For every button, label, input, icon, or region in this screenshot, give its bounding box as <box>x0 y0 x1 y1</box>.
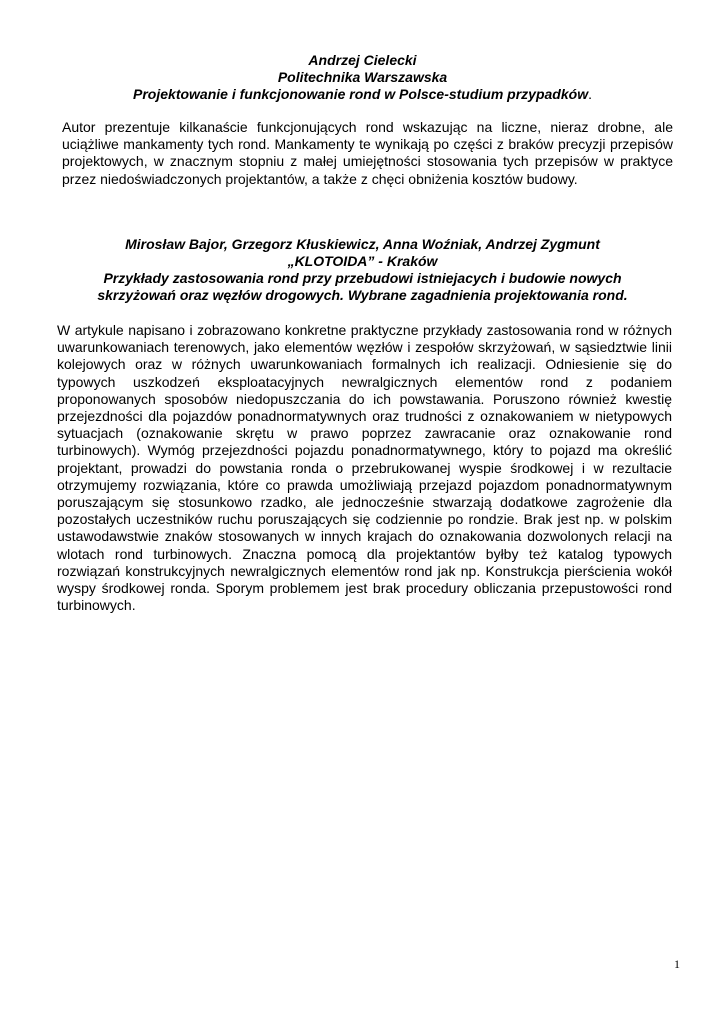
article-1-author: Andrzej Cielecki <box>308 52 417 68</box>
article-2-header <box>0 236 725 304</box>
article-1-title <box>0 86 725 103</box>
page-number: 1 <box>674 957 680 971</box>
article-2-authors: Mirosław Bajor, Grzegorz Kłuskiewicz, Anna Woźniak, Andrzej Zygmunt <box>125 236 600 252</box>
article-1-affiliation: Politechnika Warszawska <box>277 69 448 85</box>
article-2-affiliation: „KLOTOIDA” - Kraków <box>287 253 438 269</box>
article-1-title-period: . <box>588 86 592 102</box>
article-2-abstract: W artykule napisano i zobrazowano konkretne praktyczne przykłady zastosowania rond w różnych uwarunkowaniach terenowych, jako elementów węzłów i zespołów skrzyżowań, w sąsiedztwie linii kolejowych oraz w różnych uwarunkowaniach formalnych ich realizacji. Odniesienie się do typowych uszkodzeń eksploatacyjnych newralgicznych elementów rond z podaniem proponowanych sposobów niedopuszczania do ich powstawania. Poruszono również kwestię przejezdności dla pojazdów ponadnormatywnych oraz trudności z oznakowaniem w nietypowych sytuacjach (oznakowanie skrętu w prawo poprzez zawracanie oraz oznakowanie rond turbinowych). Wymóg przejezdności pojazdu ponadnormatywnego, który to pojazd ma określić projektant, prowadzi do powstania ronda o przebrukowanej wyspie środkowej i w rezultacie otrzymujemy rozwiązania, które co prawda umożliwiają przejazd pojazdom ponadnormatywnym poruszającym się stosunkowo rzadko, ale jednocześnie stwarzają dodatkowe zagrożenie dla pozostałych uczestników ruchu poruszających się codziennie po rondzie. Brak jest np. w polskim ustawodawstwie znaków stosowanych w innych krajach do oznakowania dozwolonych relacji na wlotach rond turbinowych. Znaczna pomocą dla projektantów byłby też katalog typowych rozwiązań konstrukcyjnych newralgicznych elementów rond jak np. Konstrukcja pierścienia wokół wyspy środkowej ronda. Sporym problemem jest brak procedury obliczania przepustowości rond turbinowych. <box>57 322 672 614</box>
article-2-title-line-1: Przykłady zastosowania rond przy przebudowi istniejacych i budowie nowych <box>103 270 622 286</box>
article-1-title-text: Projektowanie i funkcjonowanie rond w Polsce-studium przypadków <box>133 86 589 102</box>
article-2-title-line-2: skrzyżowań oraz węzłów drogowych. Wybrane zagadnienia projektowania rond. <box>97 287 628 303</box>
article-1-abstract: Autor prezentuje kilkanaście funkcjonujących rond wskazując na liczne, nieraz drobne, ale uciążliwe mankamenty tych rond. Mankamenty te wynikają po części z braków precyzji przepisów projektowych, w znacznym stopniu z małej umiejętności stosowania tych przepisów w praktyce przez niedoświadczonych projektantów, a także z chęci obniżenia kosztów budowy. <box>62 119 673 187</box>
article-1-header <box>0 52 725 103</box>
